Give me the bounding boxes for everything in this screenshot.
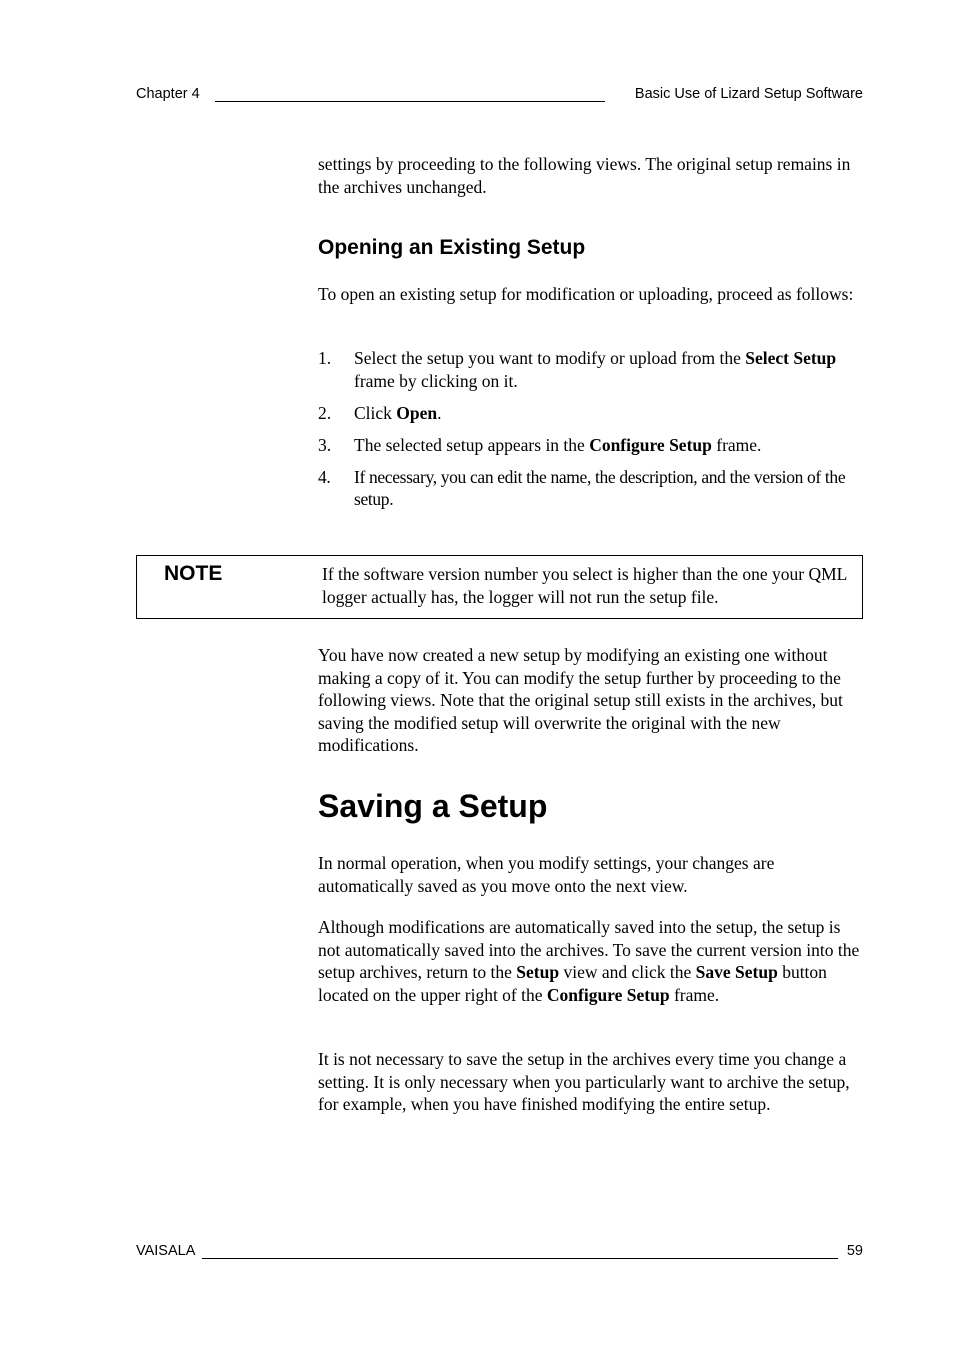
step-text: If necessary, you can edit the name, the description, and the version of the setup. (354, 466, 846, 510)
chapter-title: Basic Use of Lizard Setup Software (634, 86, 863, 102)
page-footer (136, 1243, 863, 1263)
step-text: Click (354, 402, 397, 423)
step-number: 1. (318, 348, 332, 368)
footer-brand: VAISALA (136, 1243, 196, 1259)
page-number: 59 (846, 1243, 863, 1259)
step-text: Select the setup you want to modify or upload from the (354, 348, 746, 368)
saving-paragraph-1: In normal operation, when you modify settings, your changes are automatically saved as you move onto the next view. (318, 853, 775, 896)
opening-paragraph: To open an existing setup for modification or uploading, proceed as follows: (318, 284, 854, 304)
list-item (318, 402, 863, 425)
section-heading-opening: Opening an Existing Setup (318, 236, 586, 259)
note-text: If the software version number you select is higher than the one your QML logger actually has, the logger will not run the setup file. (322, 564, 847, 607)
footer-rule (202, 1258, 838, 1259)
list-item (318, 347, 863, 392)
list-item (318, 466, 863, 511)
paragraph-bold: Setup (516, 962, 560, 983)
saving-paragraph-3: It is not necessary to save the setup in the archives every time you change a setting. It is only necessary when you particularly want to archive the setup, for example, when you have finished modifying the entire setup. (318, 1049, 850, 1115)
section-heading-saving: Saving a Setup (318, 788, 548, 824)
paragraph-bold: Save Setup (695, 962, 778, 983)
paragraph-text: button located on the upper right of the (318, 962, 827, 1005)
paragraph-text: frame. (669, 984, 720, 1005)
saving-paragraph-2 (318, 916, 863, 1006)
step-number: 2. (318, 402, 332, 423)
step-bold: Open (396, 402, 438, 423)
paragraph-text: view and click the (559, 962, 696, 983)
paragraph-text: Although modifications are automatically saved into the setup, the setup is not automatically saved into the archives. To save the current version into the setup archives, return to the (318, 917, 860, 983)
steps-list (318, 347, 863, 520)
intro-paragraph: settings by proceeding to the following views. The original setup remains in the archives unchanged. (318, 154, 851, 197)
page-header (136, 86, 863, 106)
list-item (318, 434, 863, 457)
header-rule (215, 101, 605, 102)
step-number: 4. (318, 466, 331, 487)
note-box (136, 555, 863, 619)
step-text: frame by clicking on it. (354, 370, 518, 391)
note-label: NOTE (164, 562, 223, 585)
paragraph-bold: Configure Setup (546, 984, 670, 1005)
created-paragraph: You have now created a new setup by modifying an existing one without making a copy of it. You can modify the setup further by proceeding to the following views. Note that the original setup still exists in the archives, but saving the modified setup will overwrite the original with the new modifications. (318, 645, 843, 756)
step-text: The selected setup appears in the (354, 434, 590, 455)
step-bold: Configure Setup (589, 434, 712, 455)
step-text: . (437, 402, 442, 423)
step-number: 3. (318, 434, 332, 455)
step-text: frame. (711, 434, 762, 455)
step-bold: Select Setup (745, 348, 837, 368)
chapter-label: Chapter 4 (136, 86, 200, 102)
